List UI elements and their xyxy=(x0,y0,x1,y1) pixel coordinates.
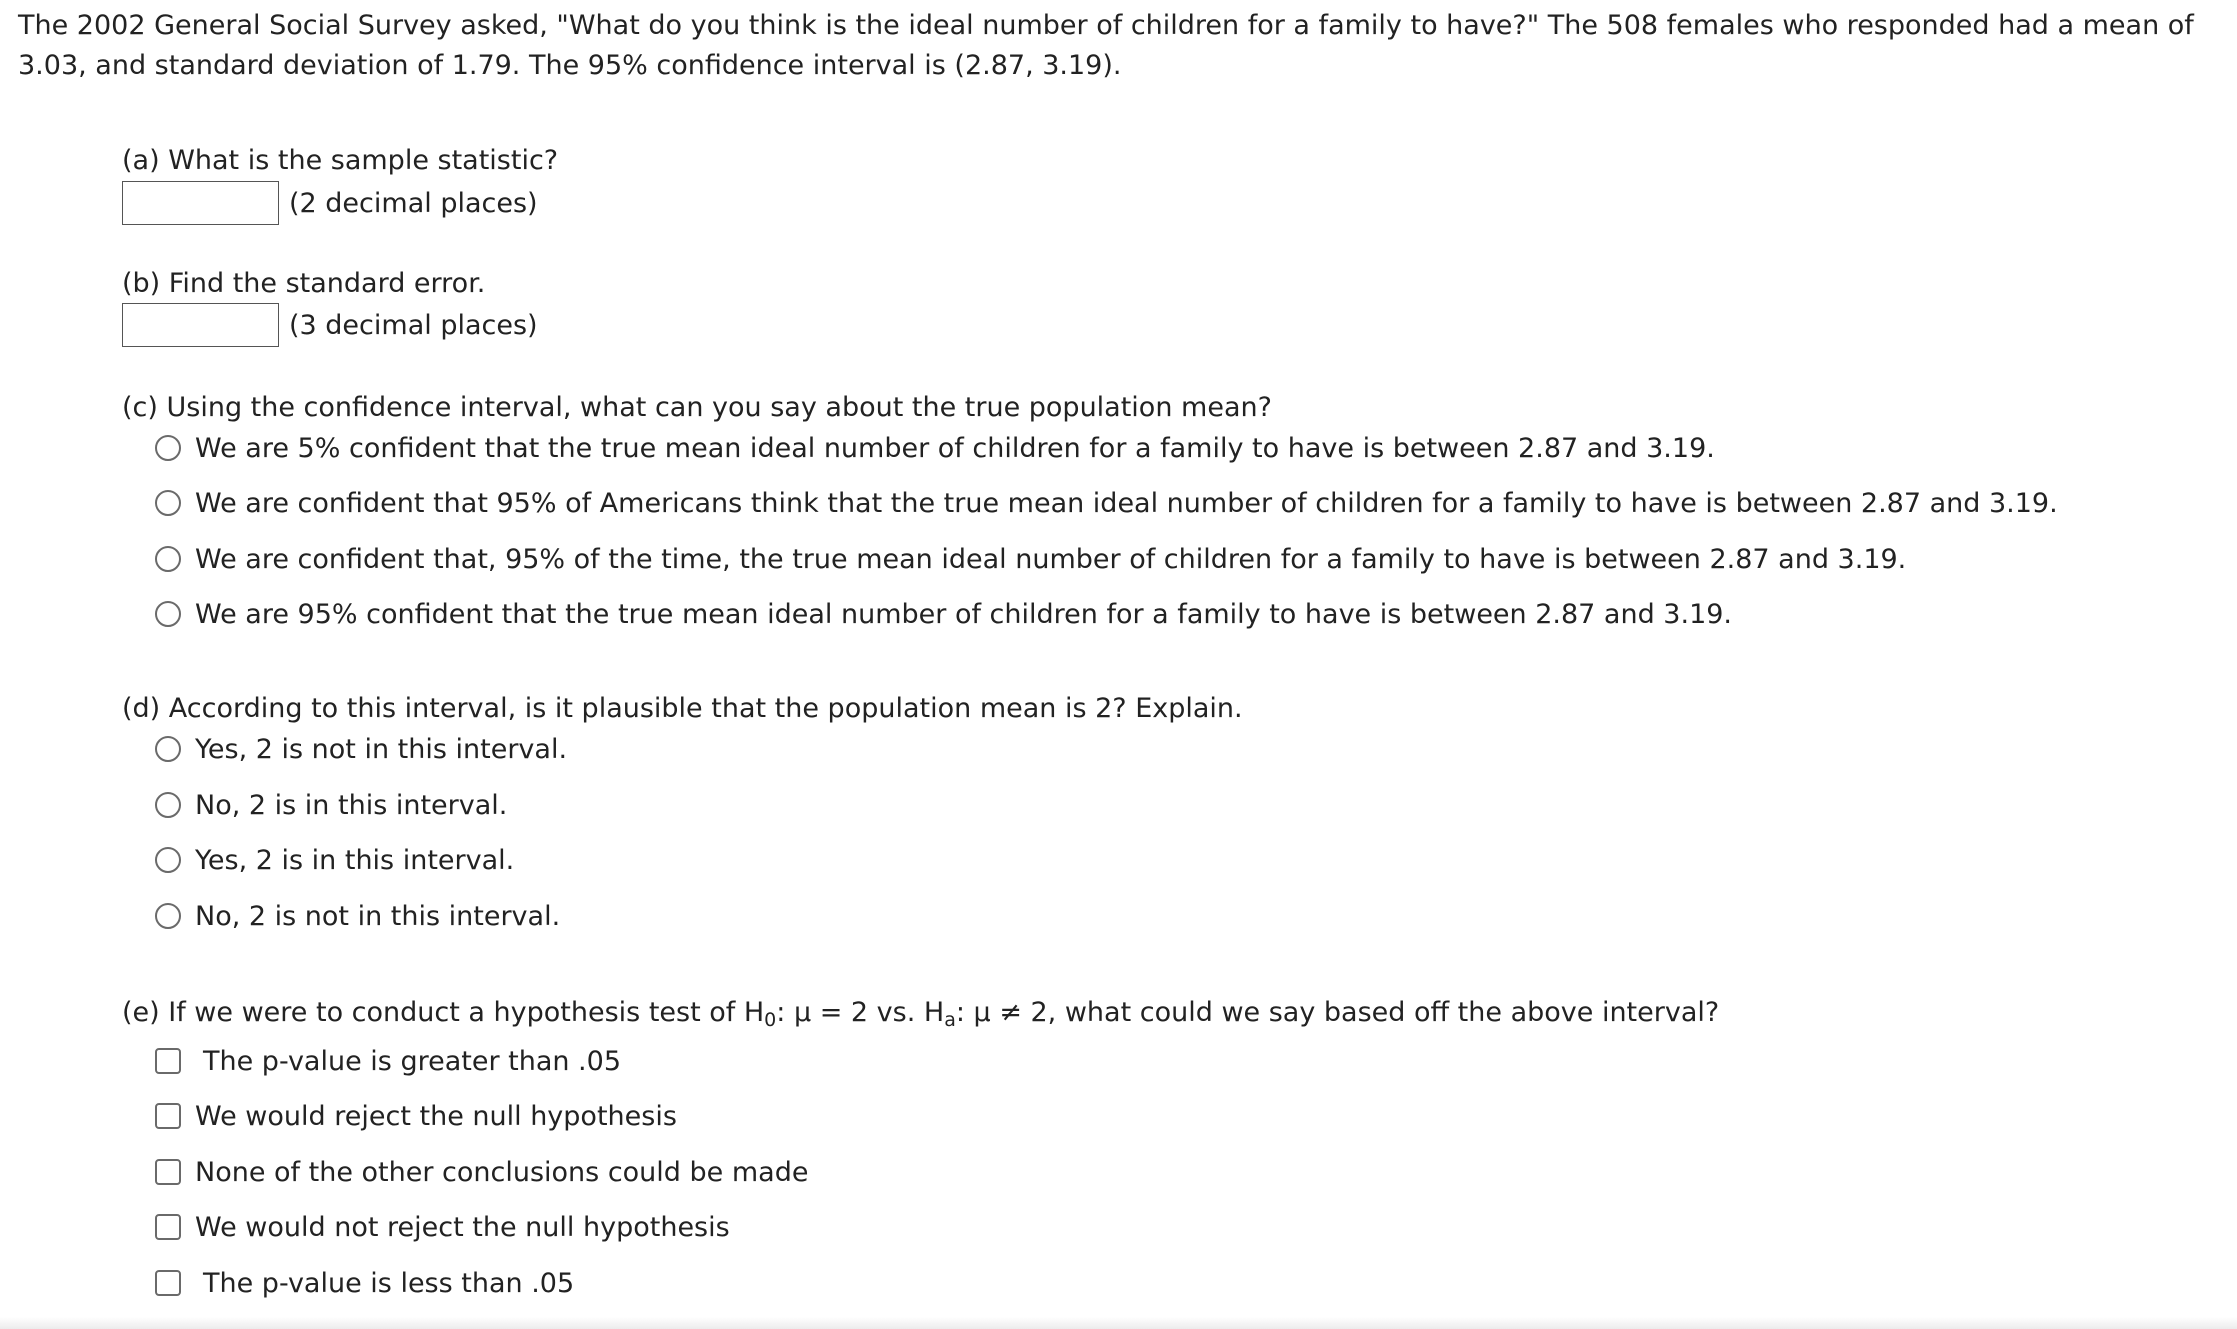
checkbox[interactable] xyxy=(155,1214,181,1240)
part-a-question: (a) What is the sample statistic? xyxy=(122,145,559,176)
checkbox[interactable] xyxy=(155,1159,181,1185)
option-label: No, 2 is in this interval. xyxy=(195,789,508,821)
option-label: We are confident that, 95% of the time, the true mean ideal number of children for a family to have is between 2.87 and 3.19. xyxy=(195,543,1907,575)
radio-button[interactable] xyxy=(155,792,181,818)
checkbox[interactable] xyxy=(155,1048,181,1074)
part-e-option-5[interactable] xyxy=(155,1263,574,1303)
radio-button[interactable] xyxy=(155,546,181,572)
ha-subscript: a xyxy=(944,1009,956,1031)
option-label: We would reject the null hypothesis xyxy=(195,1100,677,1132)
part-d-option-4[interactable] xyxy=(155,896,560,936)
part-c-option-2[interactable] xyxy=(155,483,2058,523)
part-e-option-3[interactable] xyxy=(155,1152,808,1192)
part-c-option-1[interactable] xyxy=(155,428,1715,468)
part-d-option-3[interactable] xyxy=(155,840,514,880)
page-bottom-edge xyxy=(0,1317,2237,1329)
checkbox[interactable] xyxy=(155,1103,181,1129)
part-e-question-prefix: (e) If we were to conduct a hypothesis test of H xyxy=(122,997,765,1028)
part-d-question: (d) According to this interval, is it plausible that the population mean is 2? Explain. xyxy=(122,693,1243,724)
problem-intro: The 2002 General Social Survey asked, "What do you think is the ideal number of children for a family to have?" The 508 females who responded had a mean of 3.03, and standard deviation of 1.79. The 95% confidence interval is (2.87, 3.19). xyxy=(18,10,2194,81)
option-label: We would not reject the null hypothesis xyxy=(195,1211,730,1243)
h0-subscript: 0 xyxy=(764,1009,777,1031)
part-c-option-3[interactable] xyxy=(155,539,1906,579)
part-d-option-1[interactable] xyxy=(155,729,567,769)
option-label: None of the other conclusions could be made xyxy=(195,1156,809,1188)
checkbox[interactable] xyxy=(155,1270,181,1296)
part-a-answer-input[interactable] xyxy=(122,181,279,225)
option-label: Yes, 2 is not in this interval. xyxy=(195,733,568,765)
part-e-option-1[interactable] xyxy=(155,1041,621,1081)
part-d-option-2[interactable] xyxy=(155,785,507,825)
part-e-ha-expression: : μ ≠ 2, what could we say based off the above interval? xyxy=(955,997,1720,1028)
option-label: The p-value is less than .05 xyxy=(203,1267,575,1299)
part-b-answer-input[interactable] xyxy=(122,303,279,347)
option-label: We are 5% confident that the true mean ideal number of children for a family to have is between 2.87 and 3.19. xyxy=(195,432,1715,464)
part-a-hint: (2 decimal places) xyxy=(289,187,538,219)
part-e-option-2[interactable] xyxy=(155,1096,677,1136)
part-a-answer-row xyxy=(122,181,538,225)
part-b-question: (b) Find the standard error. xyxy=(122,268,486,299)
part-e-h0-expression: : μ = 2 vs. H xyxy=(776,997,945,1028)
option-label: No, 2 is not in this interval. xyxy=(195,900,561,932)
radio-button[interactable] xyxy=(155,601,181,627)
option-label: We are 95% confident that the true mean ideal number of children for a family to have is between 2.87 and 3.19. xyxy=(195,598,1733,630)
radio-button[interactable] xyxy=(155,847,181,873)
option-label: We are confident that 95% of Americans think that the true mean ideal number of children for a family to have is between 2.87 and 3.19. xyxy=(195,487,2058,519)
radio-button[interactable] xyxy=(155,736,181,762)
part-b-hint: (3 decimal places) xyxy=(289,309,538,341)
part-c-question: (c) Using the confidence interval, what can you say about the true population mean? xyxy=(122,392,1272,423)
radio-button[interactable] xyxy=(155,435,181,461)
part-c-option-4[interactable] xyxy=(155,594,1732,634)
part-e-question xyxy=(122,994,1719,1032)
option-label: The p-value is greater than .05 xyxy=(203,1045,621,1077)
radio-button[interactable] xyxy=(155,490,181,516)
radio-button[interactable] xyxy=(155,903,181,929)
part-b-answer-row xyxy=(122,303,538,347)
part-e-option-4[interactable] xyxy=(155,1207,730,1247)
option-label: Yes, 2 is in this interval. xyxy=(195,844,515,876)
